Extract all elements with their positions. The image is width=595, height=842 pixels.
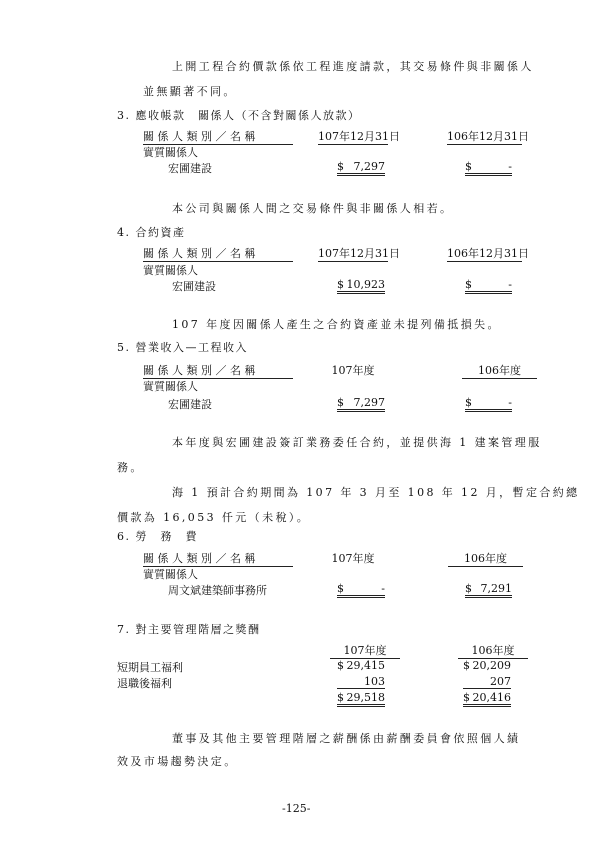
value-col1: 103 (337, 675, 385, 689)
value-col1: 29,415 (346, 659, 385, 672)
currency-symbol: $ (337, 691, 344, 704)
section-5-para2-line1: 海 1 預計合約期間為 107 年 3 月至 108 年 12 月，暫定合約總 (172, 486, 580, 499)
category-label: 實質關係人 (143, 264, 198, 277)
currency-symbol: $ (337, 659, 344, 672)
currency-symbol: $ (337, 396, 344, 409)
total-col2: 20,416 (463, 691, 511, 707)
value-col2: - (465, 278, 512, 294)
page-number: -125- (282, 802, 311, 815)
currency-symbol: $ (465, 278, 472, 291)
table-header-col2: 106年度 (458, 642, 528, 659)
currency-symbol: $ (337, 278, 344, 291)
section-5-para1-line1: 本年度與宏圃建設簽訂業務委任合約，並提供海 1 建案管理服 (172, 436, 542, 449)
table-header-col1: 107年12月31日 (318, 130, 400, 143)
value-col1: 7,297 (337, 160, 385, 176)
row-name: 周文斌建築師事務所 (168, 584, 267, 597)
currency-symbol: $ (337, 160, 344, 173)
value-col2: 20,209 (472, 659, 511, 672)
section-4-note: 107 年度因關係人產生之合約資產並未提列備抵損失。 (172, 318, 501, 331)
section-4-title: 4. 合約資產 (117, 226, 186, 239)
intro-line-1: 上開工程合約價款係依工程進度請款，其交易條件與非關係人 (172, 60, 534, 73)
table-header-col2: 106年度 (462, 362, 537, 379)
section-5-para1-line2: 務。 (117, 461, 144, 474)
table-header-col1: 107年度 (331, 552, 375, 565)
section-6-title: 6. 勞 務 費 (117, 530, 198, 543)
category-label: 實質關係人 (143, 146, 198, 159)
section-5-para2-line2: 價款為 16,053 仟元（未稅）。 (117, 511, 311, 524)
table-header-col2: 106年12月31日 (447, 247, 529, 260)
currency-symbol: $ (465, 582, 472, 595)
category-label: 實質關係人 (143, 380, 198, 393)
currency-symbol: $ (337, 582, 344, 595)
value-col1: - (337, 582, 385, 598)
total-col1: 29,518 (337, 691, 385, 707)
intro-line-2: 並無顯著不同。 (143, 85, 237, 98)
value-col1: 7,297 (337, 396, 385, 412)
table-header-col2: 106年12月31日 (447, 130, 529, 143)
row-label: 退職後福利 (117, 677, 172, 690)
table-header-col1: 107年度 (330, 642, 400, 659)
row-name: 宏圃建設 (172, 280, 216, 293)
row-name: 宏圃建設 (168, 398, 212, 411)
section-7-title: 7. 對主要管理階層之獎酬 (117, 623, 261, 636)
table-header-label: 關 係 人 類 別 ／ 名 稱 (143, 362, 293, 379)
section-7-note-line1: 董事及其他主要管理階層之薪酬係由薪酬委員會依照個人績 (172, 732, 521, 745)
table-header-label: 關 係 人 類 別 ／ 名 稱 (143, 550, 293, 567)
value-col1: 10,923 (337, 278, 385, 294)
row-label: 短期員工福利 (117, 661, 183, 674)
table-header-col1: 107年12月31日 (318, 247, 400, 260)
table-header-col2: 106年度 (448, 550, 523, 567)
row-name: 宏圃建設 (168, 162, 212, 175)
table-header-label: 關 係 人 類 別 ／ 名 稱 (143, 128, 293, 145)
currency-symbol: $ (463, 659, 470, 672)
table-header-label: 關 係 人 類 別 ／ 名 稱 (143, 245, 293, 262)
section-5-title: 5. 營業收入—工程收入 (117, 341, 248, 354)
currency-symbol: $ (463, 691, 470, 704)
section-3-note: 本公司與關係人間之交易條件與非關係人相若。 (172, 202, 454, 215)
section-3-title: 3. 應收帳款 關係人（不含對關係人放款） (117, 109, 361, 122)
value-col2: 7,291 (465, 582, 512, 598)
currency-symbol: $ (465, 396, 472, 409)
value-col2: - (465, 396, 512, 412)
currency-symbol: $ (465, 160, 472, 173)
section-7-note-line2: 效及市場趨勢決定。 (117, 755, 238, 768)
table-header-col1: 107年度 (331, 364, 375, 377)
category-label: 實質關係人 (143, 568, 198, 581)
value-col2: - (465, 160, 512, 176)
value-col2: 207 (463, 675, 511, 689)
